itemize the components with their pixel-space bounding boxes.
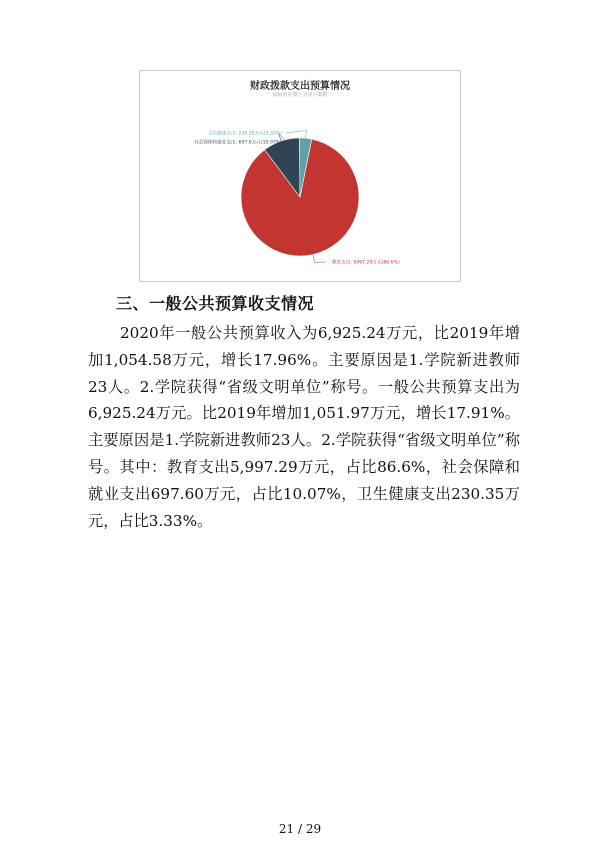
pie-chart[interactable] [140, 71, 460, 281]
body-paragraph: 2020年一般公共预算收入为6,925.24万元，比2019年增加1,054.58万元，增长17.96%。主要原因是1.学院新进教师23人。2.学院获得“省级文明单位”称号。一般公共预算支出为6,925.24万元。比2019年增加1,051.97万元，增长17.91%。主要原因是1.学院新进教师23人。2.学院获得“省级文明单位”称号。其中：教育支出5,997.29万元，占比86.6%，社会保障和就业支出697.60万元，占比10.07%，卫生健康支出230.35万元，占比3.33%。 [88, 324, 520, 530]
label-health: 卫生健康支出: 230.35万元(3.33%) [207, 131, 282, 137]
page-number: 21 / 29 [278, 822, 322, 836]
leader-line [286, 130, 306, 138]
label-social-security: 社会保障和就业支出: 697.6万元(10.07%) [194, 140, 282, 146]
pie-chart-panel [139, 70, 461, 282]
label-education: 教育支出: 5997.29万元(86.6%) [332, 260, 400, 266]
leader-line [313, 255, 326, 263]
chart-title: 财政拨款支出预算情况 [250, 81, 350, 92]
section-heading: 三、一般公共预算收支情况 [116, 294, 315, 313]
chart-subtitle: 鼠标放在图上会显示数据 [272, 92, 328, 98]
